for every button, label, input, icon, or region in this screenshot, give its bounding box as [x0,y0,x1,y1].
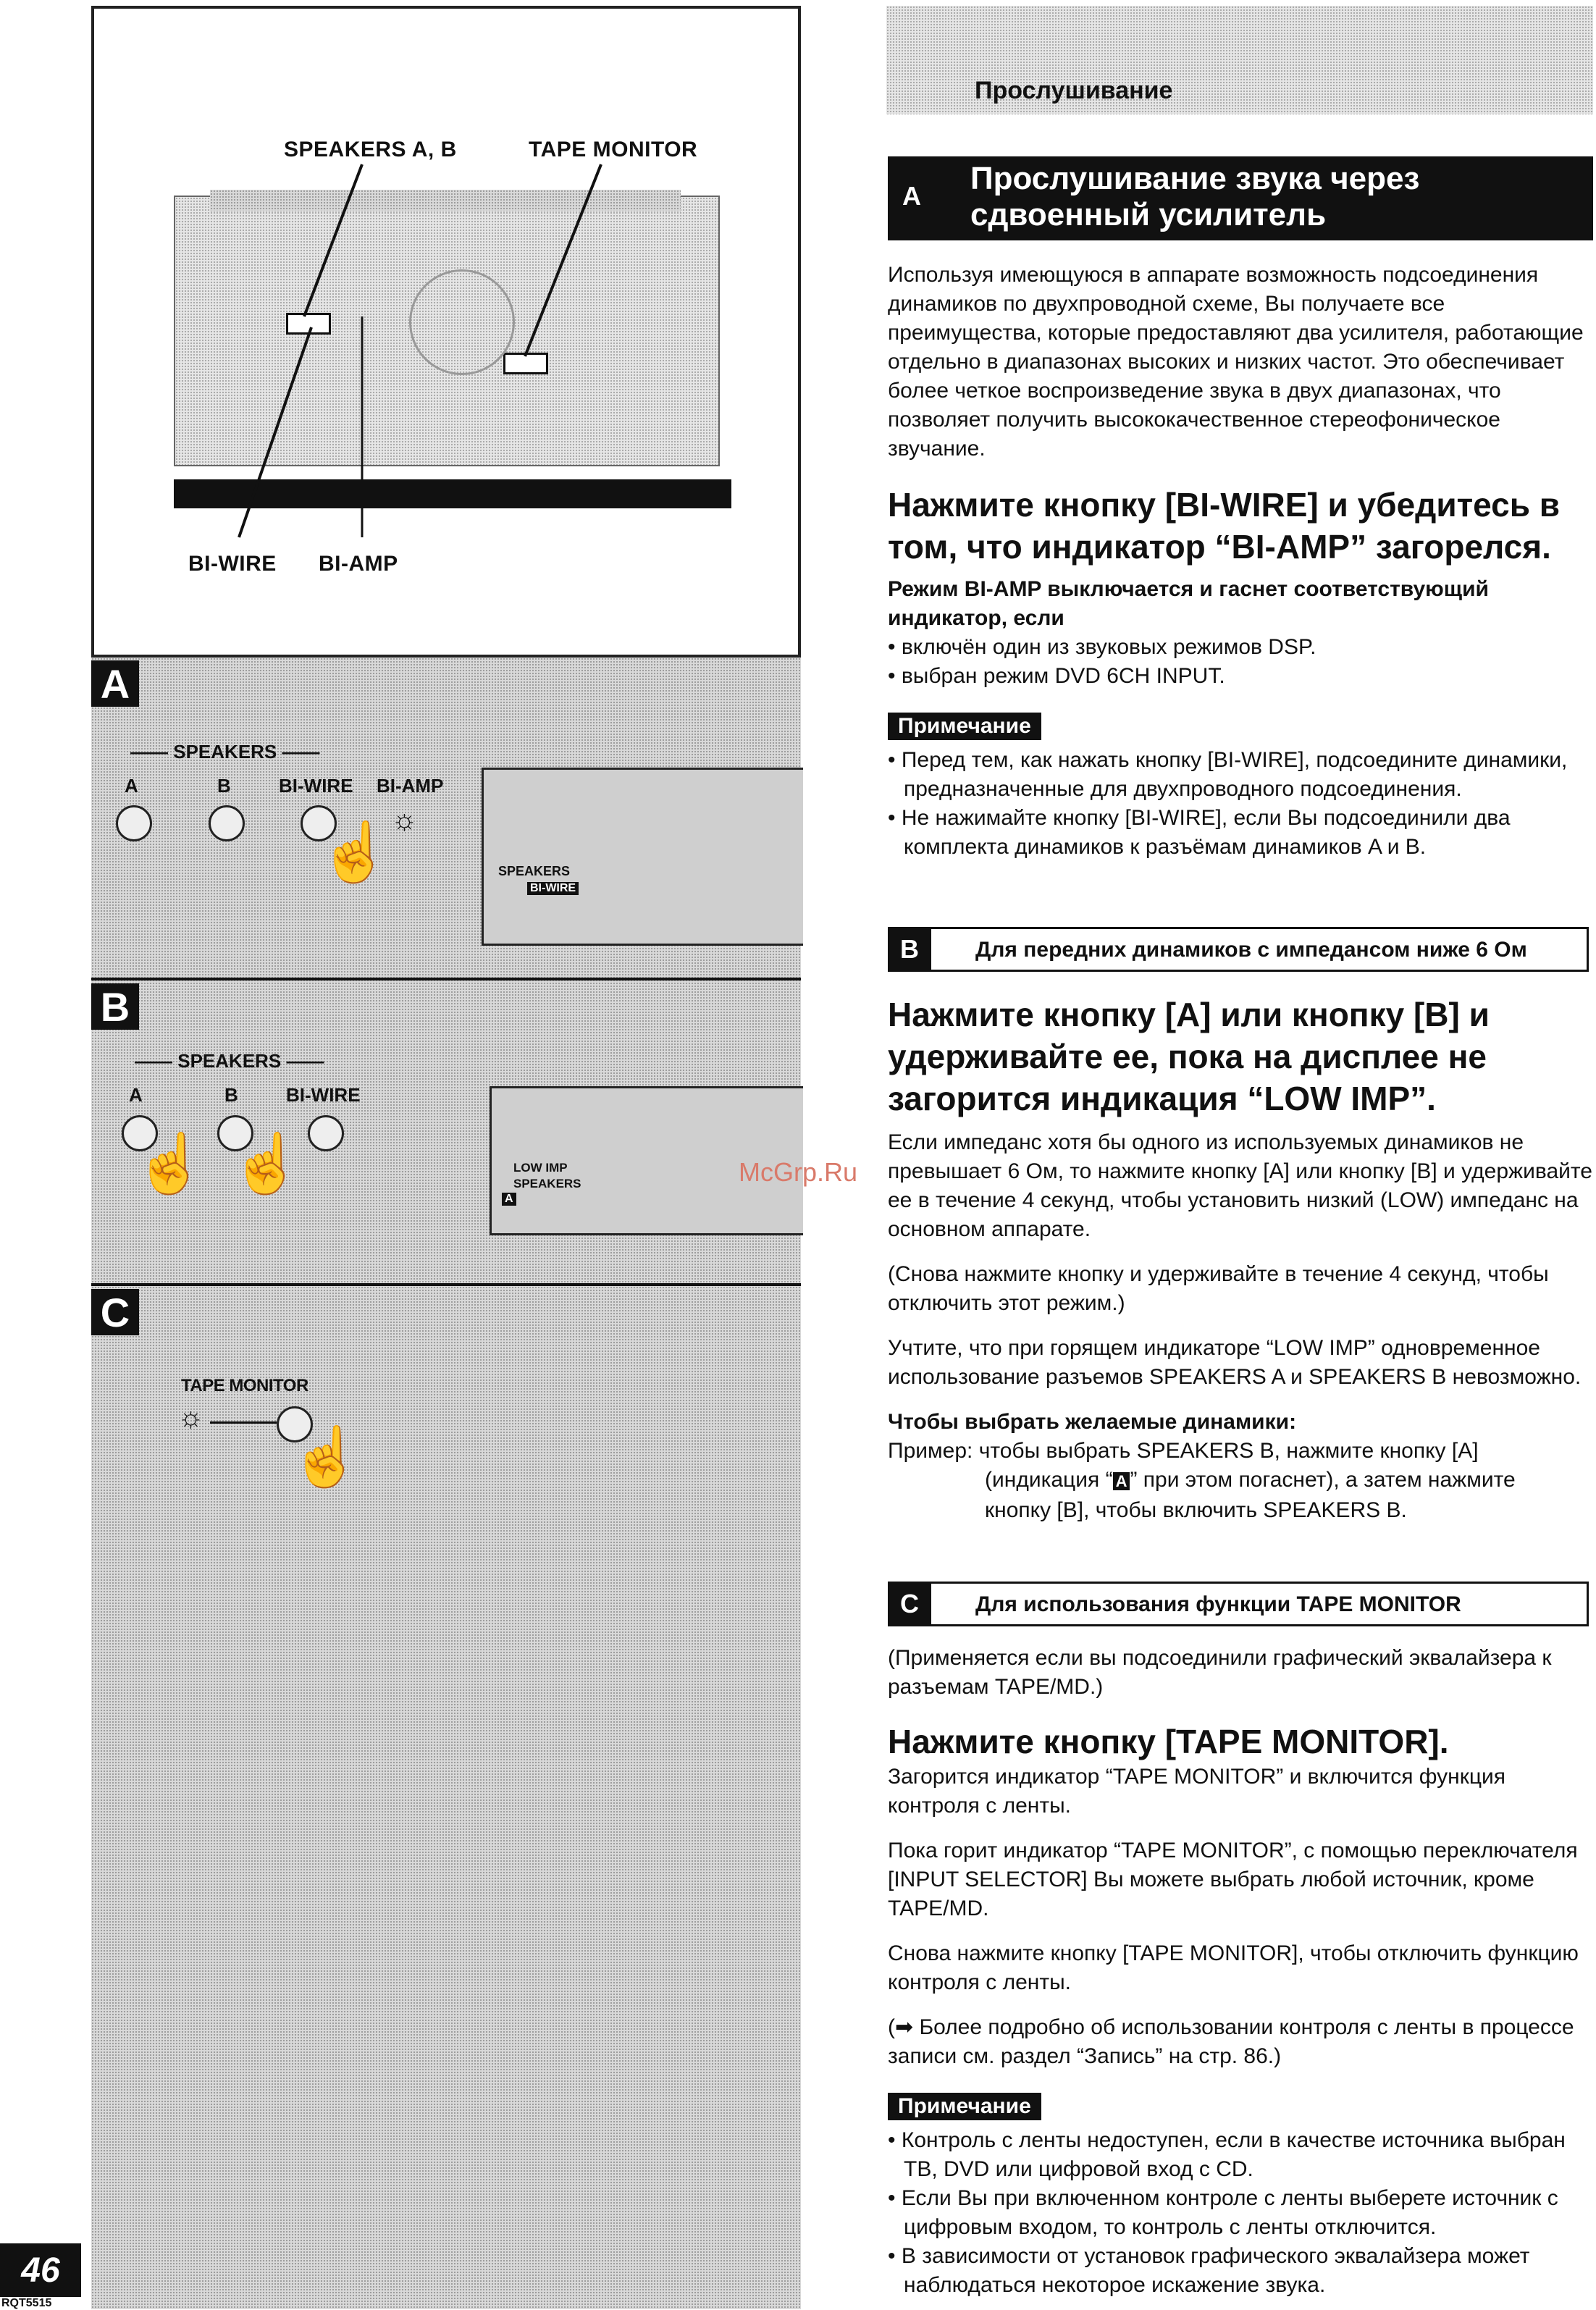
label-tape-monitor: TAPE MONITOR [529,138,698,161]
label-speakers-ab: SPEAKERS A, B [284,138,457,161]
section-c-para4: Снова нажмите кнопку [TAPE MONITOR], чтобы отключить функцию контроля с ленты. [888,1941,1579,1994]
panel-b-speakers-label: —— SPEAKERS —— [135,1050,324,1072]
display-speakers-label: SPEAKERS [498,864,571,878]
section-a-note-2: • Не нажимайте кнопку [BI-WIRE], если Вы подсоединили два комплекта динамиков к разъёмам динамиков A и B. [888,806,1511,859]
section-a-intro: Используя имеющуюся в аппарате возможность подсоединения динамиков по двухпроводной схеме, Вы получаете все преимущества, которые предоставляют два усилителя, работающие отдельно в диапазонах высоких и низких частот. Это обеспечивает более четкое воспроизведение звука в двух диапазонах, что позволяет получить высококачественное стереофоническое звучание. [888,263,1584,461]
hand-press-b-icon: ☝ [230,1131,303,1196]
section-a-heading: Нажмите кнопку [BI-WIRE] и убедитесь в том, что индикатор “BI-AMP” загорелся. [888,486,1561,566]
section-b-para3: Учтите, что при горящем индикаторе “LOW IMP” одновременное использование разъемов SPEAKERS A и SPEAKERS B невозможно. [888,1336,1582,1389]
section-b-example-3: кнопку [B], чтобы включить SPEAKERS B. [985,1498,1407,1522]
section-a-title-line2: сдвоенный усилитель [970,197,1327,232]
section-b-header [888,927,1589,972]
section-b-title: Для передних динамиков с импедансом ниже 6 Ом [975,938,1527,962]
display-speakers-label-b: SPEAKERS [513,1177,581,1190]
section-a-cond-title: Режим BI-AMP выключается и гаснет соответствующий индикатор, если [888,577,1489,630]
section-a-cond-1: • включён один из звуковых режимов DSP. [888,635,1316,659]
hand-press-a-icon: ☝ [134,1131,206,1196]
section-b-letter: B [888,927,931,972]
panel-a-letter: A [91,660,139,707]
section-c-heading: Нажмите кнопку [TAPE MONITOR]. [888,1723,1449,1760]
speaker-a-button[interactable] [116,805,152,841]
panel-b-btn-b-label: B [224,1084,238,1106]
example-a-badge: A [1113,1472,1130,1490]
panel-a-btn-b-label: B [217,775,231,797]
section-c-para2: Загорится индикатор “TAPE MONITOR” и включится функция контроля с ленты. [888,1765,1506,1818]
section-c-para1: (Применяется если вы подсоединили графический эквалайзера к разъемам TAPE/MD.) [888,1646,1552,1699]
header-title: Прослушивание [975,77,1173,104]
display-biwire-badge: BI-WIRE [527,882,579,895]
hand-press-icon: ☝ [319,820,391,884]
section-c-para3: Пока горит индикатор “TAPE MONITOR”, с помощью переключателя [INPUT SELECTOR] Вы можете выбрать любой источник, кроме TAPE/MD. [888,1839,1578,1920]
hand-press-tape-icon: ☝ [290,1424,362,1489]
section-c-note-2: • Если Вы при включенном контроле с ленты выберете источник с цифровым входом, то контроль с ленты отключится. [888,2186,1558,2239]
panel-b-divider [91,1283,801,1286]
section-c-header [888,1582,1589,1626]
watermark: McGrp.Ru [739,1157,858,1187]
section-b-example-1: Пример: чтобы выбрать SPEAKERS B, нажмите кнопку [A] [888,1439,1479,1463]
panel-a-btn-a-label: A [125,775,138,797]
panel-a-btn-biamp-label: BI-AMP [377,775,444,797]
biamp-indicator-icon: ☼ [391,804,418,836]
panel-b-btn-a-label: A [129,1084,143,1106]
panel-c-letter: C [91,1289,139,1335]
panel-b-btn-biwire-label: BI-WIRE [286,1084,361,1106]
section-a-note-tag: Примечание [888,713,1041,740]
display-low-imp: LOW IMP [513,1161,568,1175]
panel-a-display [482,768,803,946]
section-a-title-line1: Прослушивание звука через [970,161,1420,196]
section-a-note-1: • Перед тем, как нажать кнопку [BI-WIRE], подсоедините динамики, предназначенные для двухпроводного подсоединения. [888,748,1568,801]
section-a-header [888,156,1593,240]
panel-a-btn-biwire-label: BI-WIRE [279,775,353,797]
tape-line [210,1421,277,1424]
section-c-title: Для использования функции TAPE MONITOR [975,1592,1461,1616]
panel-a-divider [91,978,801,980]
speaker-b-button[interactable] [209,805,245,841]
section-c-note-1: • Контроль с ленты недоступен, если в качестве источника выбран ТВ, DVD или цифровой вход с CD. [888,2128,1566,2181]
section-b-para2: (Снова нажмите кнопку и удерживайте в течение 4 секунд, чтобы отключить этот режим.) [888,1262,1549,1315]
panel-c-tape-label: TAPE MONITOR [181,1376,308,1395]
section-b-select-title: Чтобы выбрать желаемые динамики: [888,1410,1297,1434]
receiver-figure [91,6,801,658]
section-a-letter: A [902,181,921,211]
tape-monitor-indicator-led-icon: ☼ [177,1401,204,1433]
section-b-heading: Нажмите кнопку [A] или кнопку [B] и удерживайте ее, пока на дисплее не загорится индикация “LOW IMP”. [888,996,1490,1117]
panel-a-speakers-label: —— SPEAKERS —— [130,741,320,763]
section-b-example-2: (индикация “ A ” при этом погаснет), а затем нажмите [985,1468,1516,1492]
display-a-badge: A [502,1193,516,1206]
panel-b-letter: B [91,983,139,1030]
page-number: 46 [21,2251,60,2290]
label-biamp: BI-AMP [319,552,398,576]
panel-b-biwire-button[interactable] [308,1115,344,1151]
section-c-note-3: • В зависимости от установок графического эквалайзера может наблюдаться некоторое искажение звука. [888,2244,1530,2297]
section-c-para5: (➡ Более подробно об использовании контроля с ленты в процессе записи см. раздел “Запись” на стр. 86.) [888,2015,1574,2068]
section-b-para1: Если импеданс хотя бы одного из используемых динамиков не превышает 6 Ом, то нажмите кнопку [A] или кнопку [B] и удерживайте ее в течение 4 секунд, чтобы установить низкий (LOW) импеданс на основном аппарате. [888,1130,1592,1241]
label-biwire: BI-WIRE [188,552,277,576]
section-c-letter: C [888,1582,931,1626]
page-number-box [0,2243,81,2297]
page-code: RQT5515 [1,2297,52,2309]
section-c-note-tag: Примечание [888,2093,1041,2120]
section-a-cond-2: • выбран режим DVD 6CH INPUT. [888,664,1225,688]
